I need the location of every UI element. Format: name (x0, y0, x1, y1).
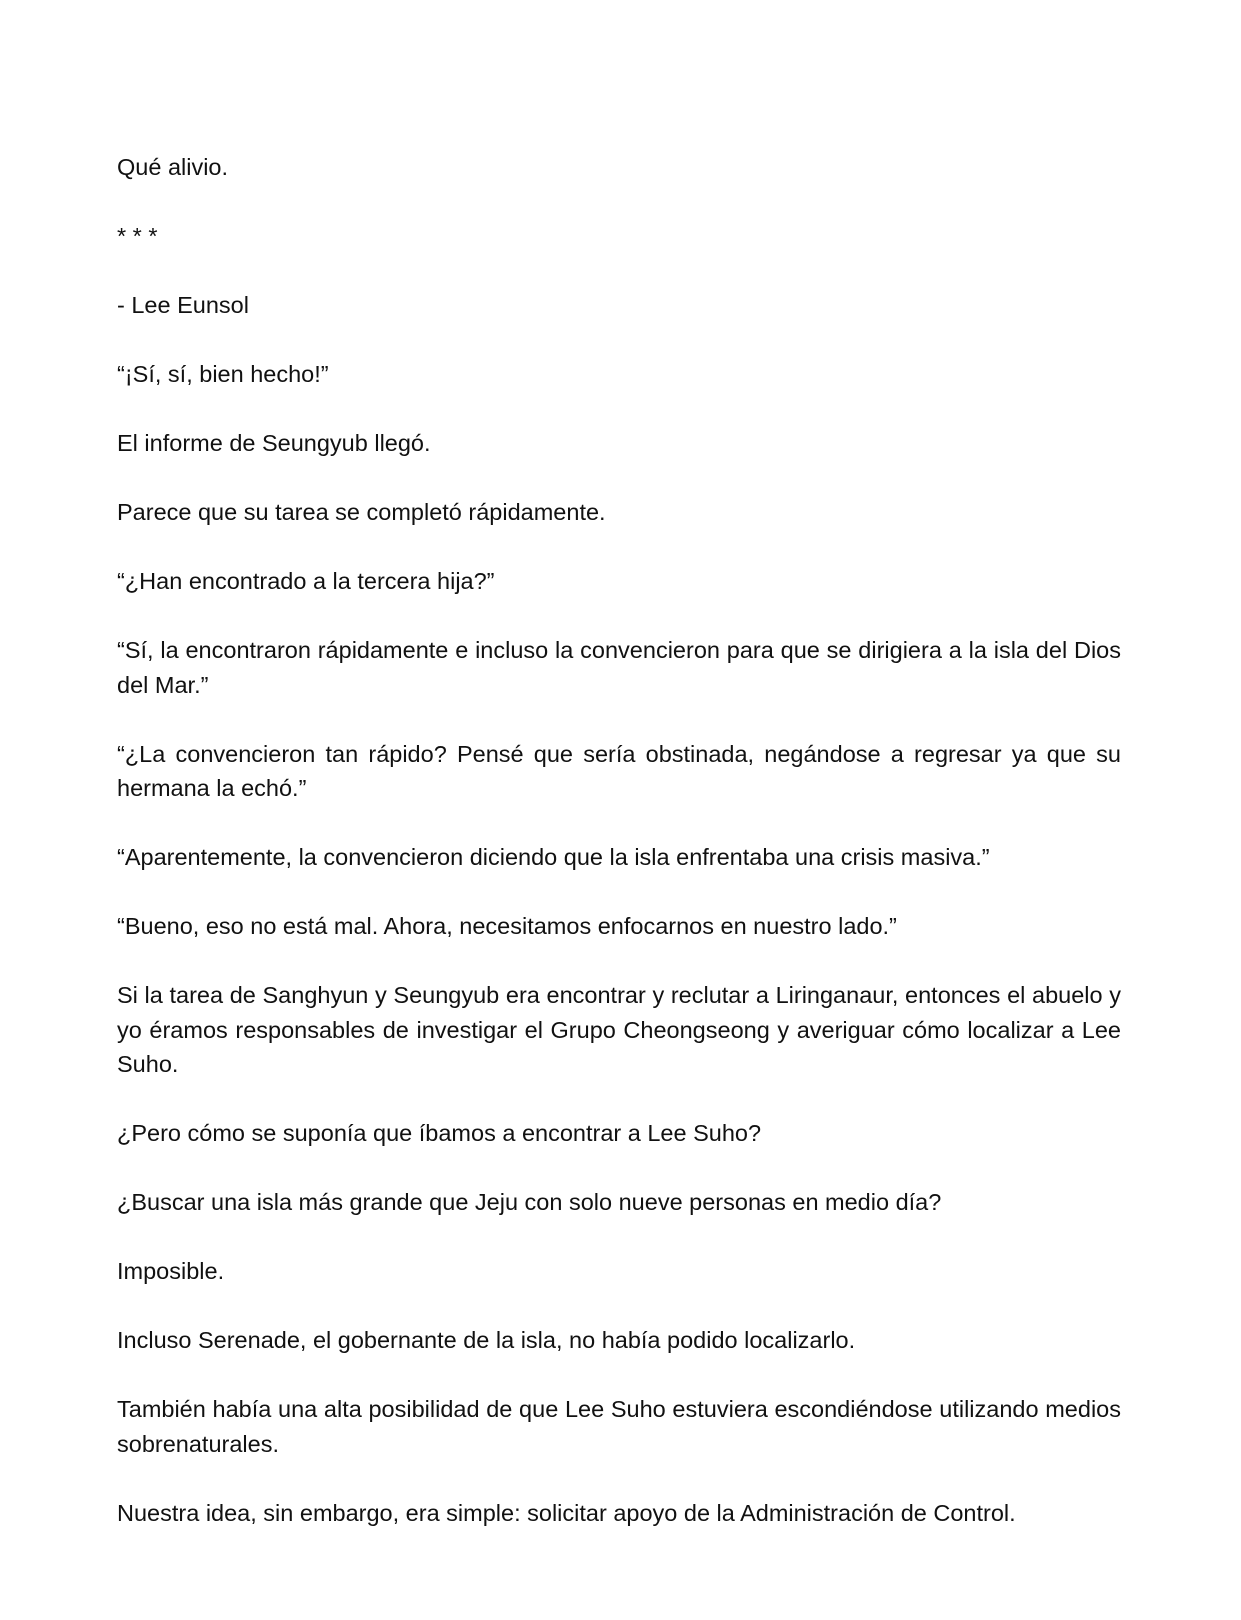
paragraph: Imposible. (117, 1258, 225, 1284)
paragraph: El informe de Seungyub llegó. (117, 430, 431, 456)
pov-heading: - Lee Eunsol (117, 292, 249, 318)
paragraph: Nuestra idea, sin embargo, era simple: solicitar apoyo de la Administración de Control. (117, 1499, 1016, 1526)
dialogue-paragraph: “¿Han encontrado a la tercera hija?” (117, 568, 495, 594)
dialogue-paragraph: “¡Sí, sí, bien hecho!” (117, 361, 329, 387)
dialogue-paragraph: “Bueno, eso no está mal. Ahora, necesitamos enfocarnos en nuestro lado.” (117, 913, 897, 939)
paragraph: Si la tarea de Sanghyun y Seungyub era encontrar y reclutar a Liringanaur, entonces el abuelo y yo éramos responsables de investigar el Grupo Cheongseong y averiguar cómo localizar a Lee Suho. (117, 982, 1121, 1077)
paragraph: Parece que su tarea se completó rápidamente. (117, 499, 606, 525)
dialogue-paragraph: “Sí, la encontraron rápidamente e incluso la convencieron para que se dirigiera a la isla del Dios del Mar.” (117, 637, 1121, 698)
paragraph: Incluso Serenade, el gobernante de la isla, no había podido localizarlo. (117, 1327, 856, 1353)
paragraph: ¿Buscar una isla más grande que Jeju con solo nueve personas en medio día? (117, 1189, 942, 1215)
paragraph: ¿Pero cómo se suponía que íbamos a encontrar a Lee Suho? (117, 1120, 762, 1146)
paragraph: Qué alivio. (117, 154, 229, 180)
document-body (117, 150, 1121, 1565)
dialogue-paragraph: “Aparentemente, la convencieron diciendo que la isla enfrentaba una crisis masiva.” (117, 844, 990, 870)
paragraph: También había una alta posibilidad de que Lee Suho estuviera escondiéndose utilizando medios sobrenaturales. (117, 1396, 1121, 1457)
dialogue-paragraph: “¿La convencieron tan rápido? Pensé que sería obstinada, negándose a regresar ya que su hermana la echó.” (117, 740, 1121, 801)
scene-break: * * * (117, 223, 158, 249)
